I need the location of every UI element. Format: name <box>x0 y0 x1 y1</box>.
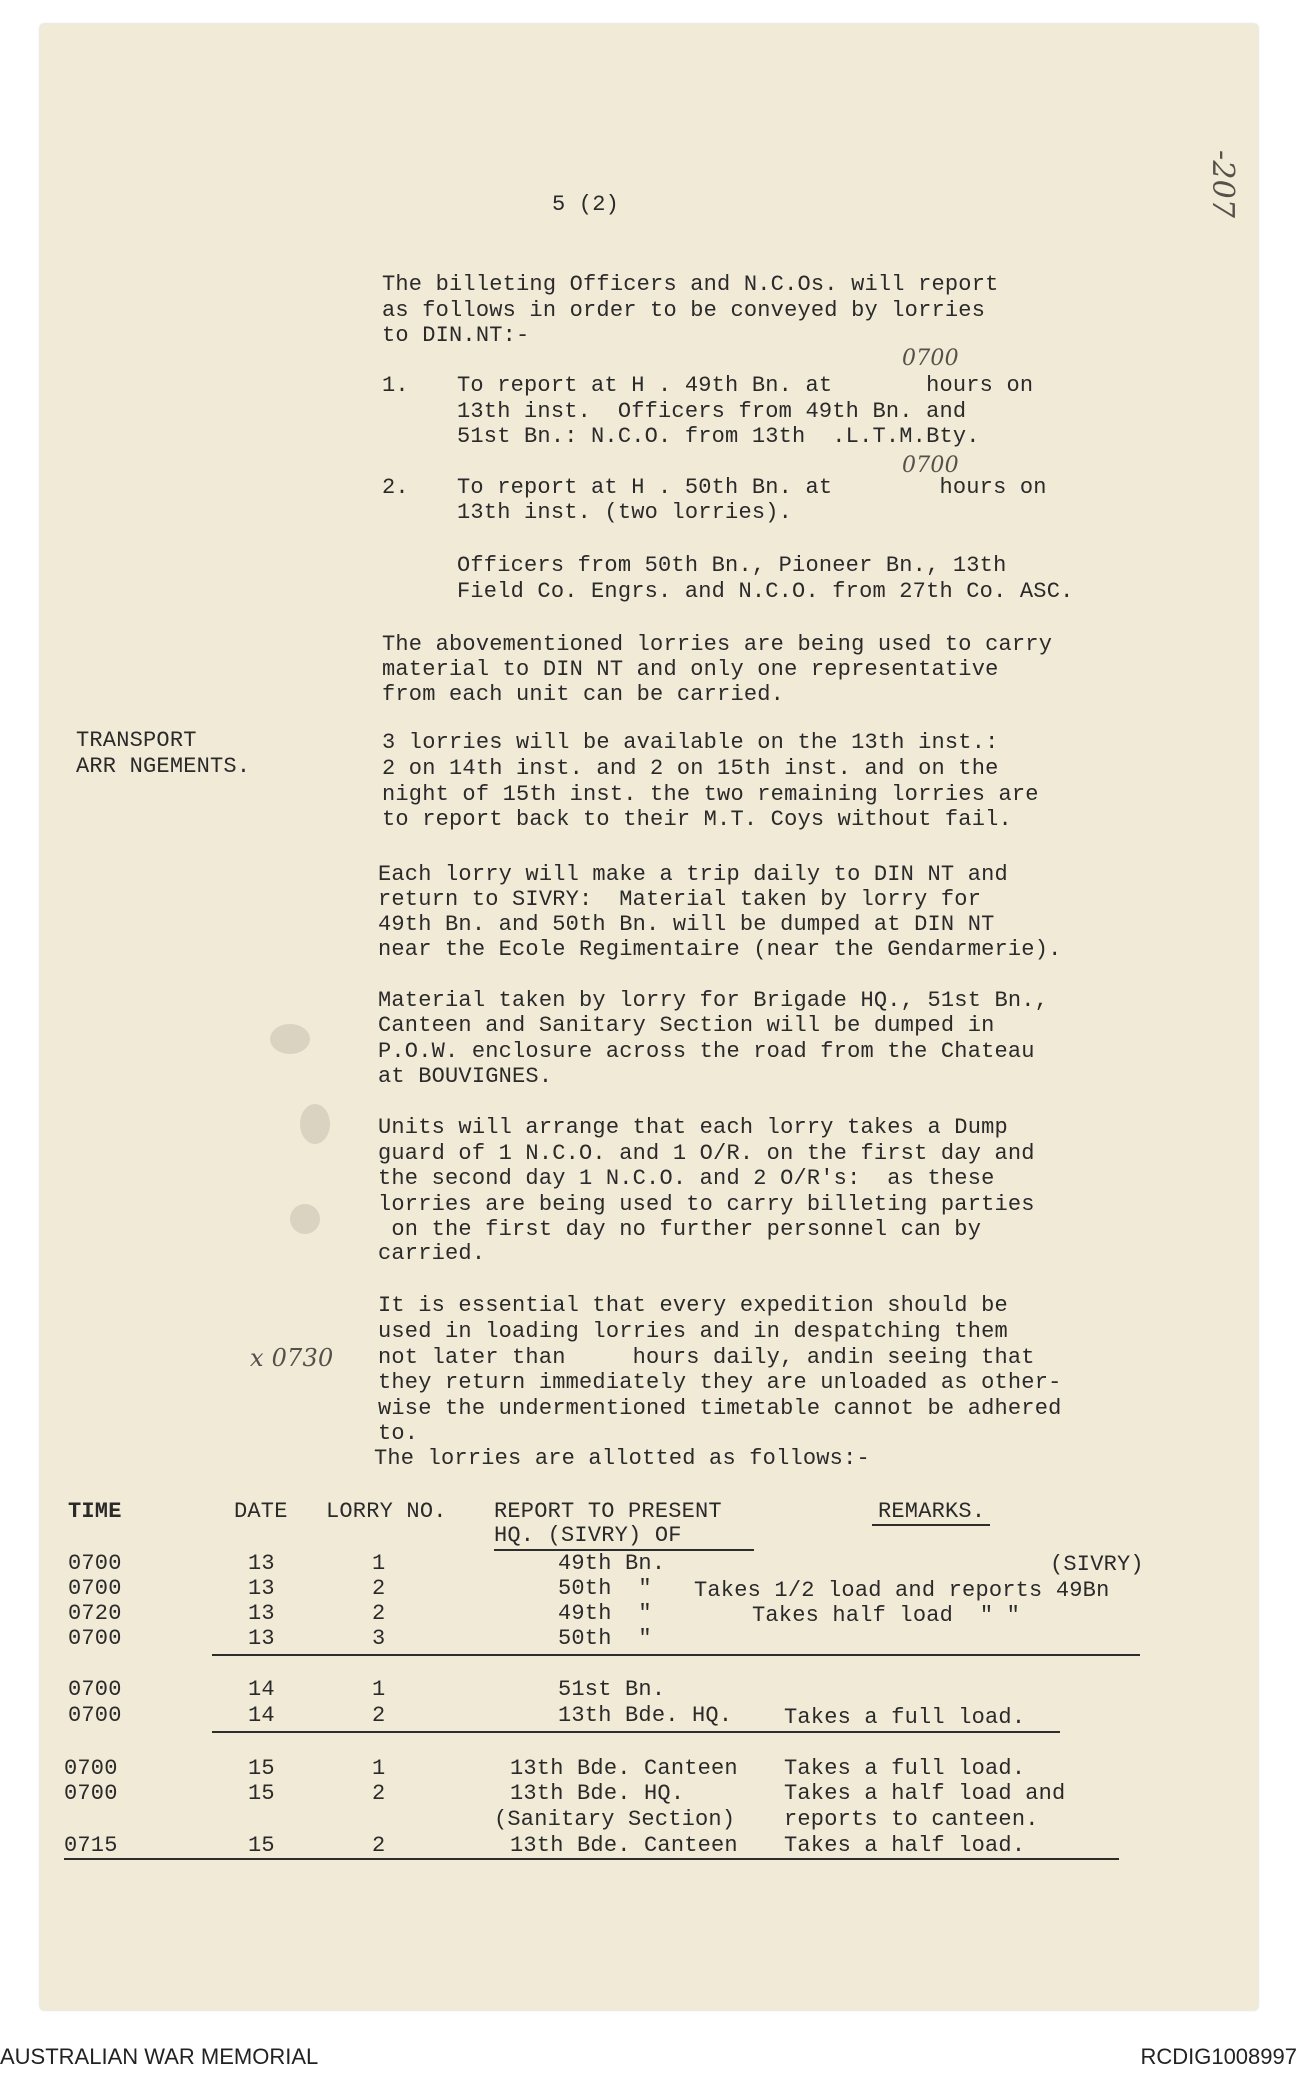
paragraph-line: at BOUVIGNES. <box>378 1064 553 1089</box>
paragraph-line: material to DIN NT and only one representative <box>382 657 999 682</box>
handwritten-time: x 0730 <box>250 1344 334 1372</box>
table-header-date: DATE <box>234 1499 288 1524</box>
table-header-report: HQ. (SIVRY) OF <box>494 1523 682 1548</box>
paragraph-line: not later than hours daily, andin seeing that <box>378 1345 1035 1370</box>
intro-line: The billeting Officers and N.C.Os. will report <box>382 272 999 297</box>
handwritten-time: 0700 <box>902 453 959 478</box>
item-number: 1. <box>382 373 409 398</box>
footer-institution: AUSTRALIAN WAR MEMORIAL <box>0 2044 319 2069</box>
paragraph-line: wise the undermentioned timetable cannot be adhered <box>378 1396 1062 1421</box>
table-rule <box>212 1731 1060 1733</box>
paragraph-line: 3 lorries will be available on the 13th inst.: <box>382 730 999 755</box>
intro-line: as follows in order to be conveyed by lorries <box>382 298 986 323</box>
item-line: Field Co. Engrs. and N.C.O. from 27th Co. ASC. <box>457 579 1074 604</box>
ink-blot <box>300 1104 330 1144</box>
margin-note: -207 <box>1205 150 1240 219</box>
table-header-report: REPORT TO PRESENT <box>494 1499 722 1524</box>
table-header-remarks: REMARKS. <box>878 1499 986 1524</box>
sivry-note: (SIVRY) <box>1050 1552 1144 1577</box>
item-number: 2. <box>382 475 409 500</box>
paragraph-line: the second day 1 N.C.O. and 2 O/R's: as these <box>378 1166 995 1191</box>
item-line: 13th inst. (two lorries). <box>457 500 793 525</box>
paragraph-line: carried. <box>378 1241 486 1266</box>
ink-blot <box>290 1204 320 1234</box>
paragraph-line: near the Ecole Regimentaire (near the Gendarmerie). <box>378 937 1062 962</box>
page-number: 5 (2) <box>552 192 620 217</box>
paragraph-line: to report back to their M.T. Coys without fail. <box>382 807 1012 832</box>
table-header-time: TIME <box>68 1499 122 1524</box>
paragraph-line: The abovementioned lorries are being used to carry <box>382 632 1053 657</box>
item-line: To report at H . 50th Bn. at hours on <box>457 475 1047 500</box>
paragraph-line: return to SIVRY: Material taken by lorry for <box>378 887 982 912</box>
item-line: 51st Bn.: N.C.O. from 13th .L.T.M.Bty. <box>457 424 980 449</box>
table-rule <box>64 1858 1119 1860</box>
paragraph-line: from each unit can be carried. <box>382 682 785 707</box>
item-line: Officers from 50th Bn., Pioneer Bn., 13th <box>457 553 1007 578</box>
side-heading: TRANSPORT <box>76 728 197 753</box>
paragraph-line: P.O.W. enclosure across the road from the Chateau <box>378 1039 1035 1064</box>
paragraph-line: to. <box>378 1421 419 1446</box>
paragraph-line: It is essential that every expedition should be <box>378 1293 1008 1318</box>
paragraph-line: Canteen and Sanitary Section will be dumped in <box>378 1013 995 1038</box>
paragraph-line: Units will arrange that each lorry takes a Dump <box>378 1115 1008 1140</box>
paragraph-line: Each lorry will make a trip daily to DIN NT and <box>378 862 1008 887</box>
table-header-lorry: LORRY NO. <box>326 1499 447 1524</box>
ink-blot <box>270 1024 310 1054</box>
handwritten-time: 0700 <box>902 346 959 371</box>
paragraph-line: Material taken by lorry for Brigade HQ., 51st Bn., <box>378 988 1049 1013</box>
intro-line: to DIN.NT:- <box>382 323 530 348</box>
item-line: 13th inst. Officers from 49th Bn. and <box>457 399 967 424</box>
item-line: To report at H . 49th Bn. at hours on <box>457 373 1034 398</box>
paragraph-line: lorries are being used to carry billeting parties <box>378 1192 1035 1217</box>
footer-reference: RCDIG1008997 <box>1140 2044 1297 2069</box>
paragraph-line: used in loading lorries and in despatching them <box>378 1319 1008 1344</box>
paragraph-line: 2 on 14th inst. and 2 on 15th inst. and on the <box>382 756 999 781</box>
table-rule <box>212 1654 1140 1656</box>
paragraph-line: on the first day no further personnel can by <box>378 1217 982 1242</box>
paragraph-line: they return immediately they are unloaded as other- <box>378 1370 1062 1395</box>
paragraph-line: 49th Bn. and 50th Bn. will be dumped at DIN NT <box>378 912 995 937</box>
paragraph-line: night of 15th inst. the two remaining lorries are <box>382 782 1039 807</box>
underline <box>872 1524 990 1526</box>
paragraph-line: guard of 1 N.C.O. and 1 O/R. on the first day and <box>378 1141 1035 1166</box>
side-heading: ARR NGEMENTS. <box>76 754 251 779</box>
paragraph-line: The lorries are allotted as follows:- <box>374 1446 870 1471</box>
